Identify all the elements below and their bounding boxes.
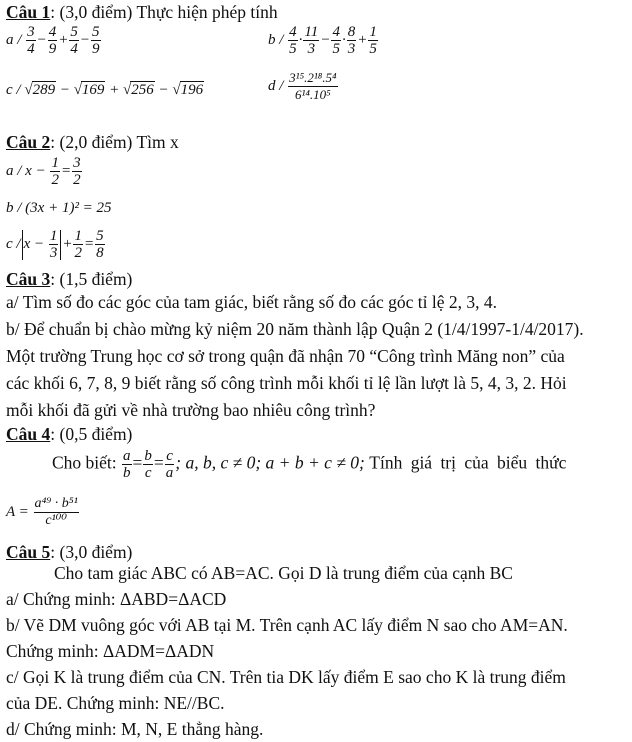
q5-line: Cho tam giác ABC có AB=AC. Gọi D là trung điểm của cạnh BC (54, 563, 513, 583)
operator: − (59, 82, 70, 98)
fraction: $\frac{3}{2}$ (73, 155, 81, 188)
fraction: $\frac{4}{5}$ (332, 24, 340, 57)
q3-label: Câu 3 (6, 269, 51, 289)
q5-label: Câu 5 (6, 542, 51, 562)
operator: = (60, 162, 72, 179)
q1-label: Câu 1 (6, 2, 51, 22)
fraction: $\frac{\text{3¹⁵.2¹⁸.5⁴}}{\text{6¹⁴.10⁵}}$ (289, 70, 337, 102)
q3-line: các khối 6, 7, 8, 9 biết rằng số công trình mỗi khối tỉ lệ lần lượt là 5, 4, 3, 2. Hỏi (6, 373, 567, 393)
q5-line: a/ Chứng minh: ΔABD=ΔACD (6, 589, 227, 609)
q1-b (268, 24, 379, 57)
q4-A-prefix: A = (6, 503, 29, 520)
q4-condition: ; a, b, c ≠ 0; a + b + c ≠ 0; (175, 452, 365, 473)
q2-c-prefix: c / (6, 235, 21, 252)
q1-c (6, 82, 204, 99)
q2-a-prefix: a / x − (6, 162, 46, 179)
q1-a (6, 24, 102, 57)
fraction: $\frac{1}{2}$ (51, 155, 59, 188)
q5-line: d/ Chứng minh: M, N, E thẳng hàng. (6, 719, 264, 739)
q5-line: b/ Vẽ DM vuông góc với AB tại M. Trên cạnh AC lấy điểm N sao cho AM=AN. (6, 615, 568, 635)
q1-b-prefix: b / (268, 31, 284, 48)
operator: + (109, 82, 120, 98)
q3-heading (6, 269, 132, 290)
fraction: $\frac{b}{c}$ (144, 448, 152, 481)
sqrt: √256 (123, 82, 154, 98)
q5-line: c/ Gọi K là trung điểm của CN. Trên tia DK lấy điểm E sao cho K là trung điểm (6, 667, 566, 687)
operator: − (320, 31, 331, 48)
q3-line: a/ Tìm số đo các góc của tam giác, biết rằng số đo các góc tỉ lệ 2, 3, 4. (6, 292, 497, 312)
fraction: $\frac{1}{3}$ (49, 228, 58, 261)
q3-heading-rest: : (1,5 điểm) (50, 269, 133, 289)
q3-body (6, 289, 626, 424)
fraction: $\frac{11}{3}$ (304, 24, 319, 57)
q3-line: mỗi khối đã gửi về nhà trường bao nhiêu công trình? (6, 400, 376, 420)
q1-d-prefix: d / (268, 77, 284, 94)
operator: − (36, 31, 47, 48)
q2-a (6, 155, 83, 188)
q2-b: b / (3x + 1)² = 25 (6, 200, 112, 216)
operator: − (79, 31, 91, 48)
q5-line: Chứng minh: ΔADM=ΔADN (6, 641, 215, 661)
q2-c (6, 228, 106, 261)
q1-heading-rest: : (3,0 điểm) Thực hiện phép tính (50, 2, 278, 22)
fraction: $\frac{4}{5}$ (289, 24, 297, 57)
q3-line: Một trường Trung học cơ sở trong quận đã nhận 70 “Công trình Măng non” của (6, 346, 565, 366)
operator: = (83, 235, 95, 252)
q1-c-prefix: c / (6, 82, 21, 98)
q4-heading-rest: : (0,5 điểm) (50, 424, 133, 444)
operator: − (158, 82, 169, 98)
fraction: $\frac{\text{a⁴⁹ · b⁵¹}}{\text{c¹⁰⁰}}$ (34, 496, 78, 528)
q4-label: Câu 4 (6, 424, 51, 444)
fraction: $\frac{3}{4}$ (27, 24, 35, 57)
fraction: $\frac{a}{b}$ (123, 448, 131, 481)
q5-line: của DE. Chứng minh: NE//BC. (6, 693, 225, 713)
q2-heading (6, 132, 179, 153)
sqrt: √196 (172, 82, 204, 98)
fraction: $\frac{5}{9}$ (92, 24, 100, 57)
fraction: $\frac{5}{8}$ (96, 228, 104, 261)
q4-given: Cho biết: $\frac{a}{b}$ = $\frac{b}{c}$ = $\frac{c}{a}$ ; a, b, c ≠ 0; a + b + c ≠ 0; Tính giá trị của biểu thức (52, 448, 567, 481)
q4-given-label: Cho biết: (52, 452, 117, 473)
q1-a-prefix: a / (6, 31, 22, 48)
operator: + (62, 235, 73, 252)
q5-body (6, 560, 626, 742)
fraction: $\frac{4}{9}$ (48, 24, 57, 57)
q2-c-inner: x − (23, 235, 45, 252)
q1-d (268, 70, 339, 103)
q2-heading-rest: : (2,0 điểm) Tìm x (50, 132, 179, 152)
fraction: $\frac{8}{3}$ (347, 24, 356, 57)
fraction: $\frac{1}{5}$ (369, 24, 377, 57)
operator: · (341, 31, 346, 48)
q4-tail: Tính giá trị của biểu thức (369, 452, 567, 473)
q5-heading-rest: : (3,0 điểm) (50, 542, 133, 562)
q4-heading (6, 424, 132, 445)
q2-label: Câu 2 (6, 132, 51, 152)
abs-bar (22, 230, 23, 260)
fraction: $\frac{1}{2}$ (74, 228, 82, 261)
q1-heading (6, 2, 278, 23)
q3-line: b/ Để chuẩn bị chào mừng kỷ niệm 20 năm thành lập Quận 2 (1/4/1997-1/4/2017). (6, 319, 584, 339)
operator: · (298, 31, 303, 48)
operator: + (357, 31, 368, 48)
q4-expression (6, 496, 80, 529)
fraction: $\frac{5}{4}$ (70, 24, 78, 57)
fraction: $\frac{c}{a}$ (165, 448, 174, 481)
operator: + (58, 31, 69, 48)
sqrt: √289 (24, 82, 56, 98)
sqrt: √169 (73, 82, 105, 98)
